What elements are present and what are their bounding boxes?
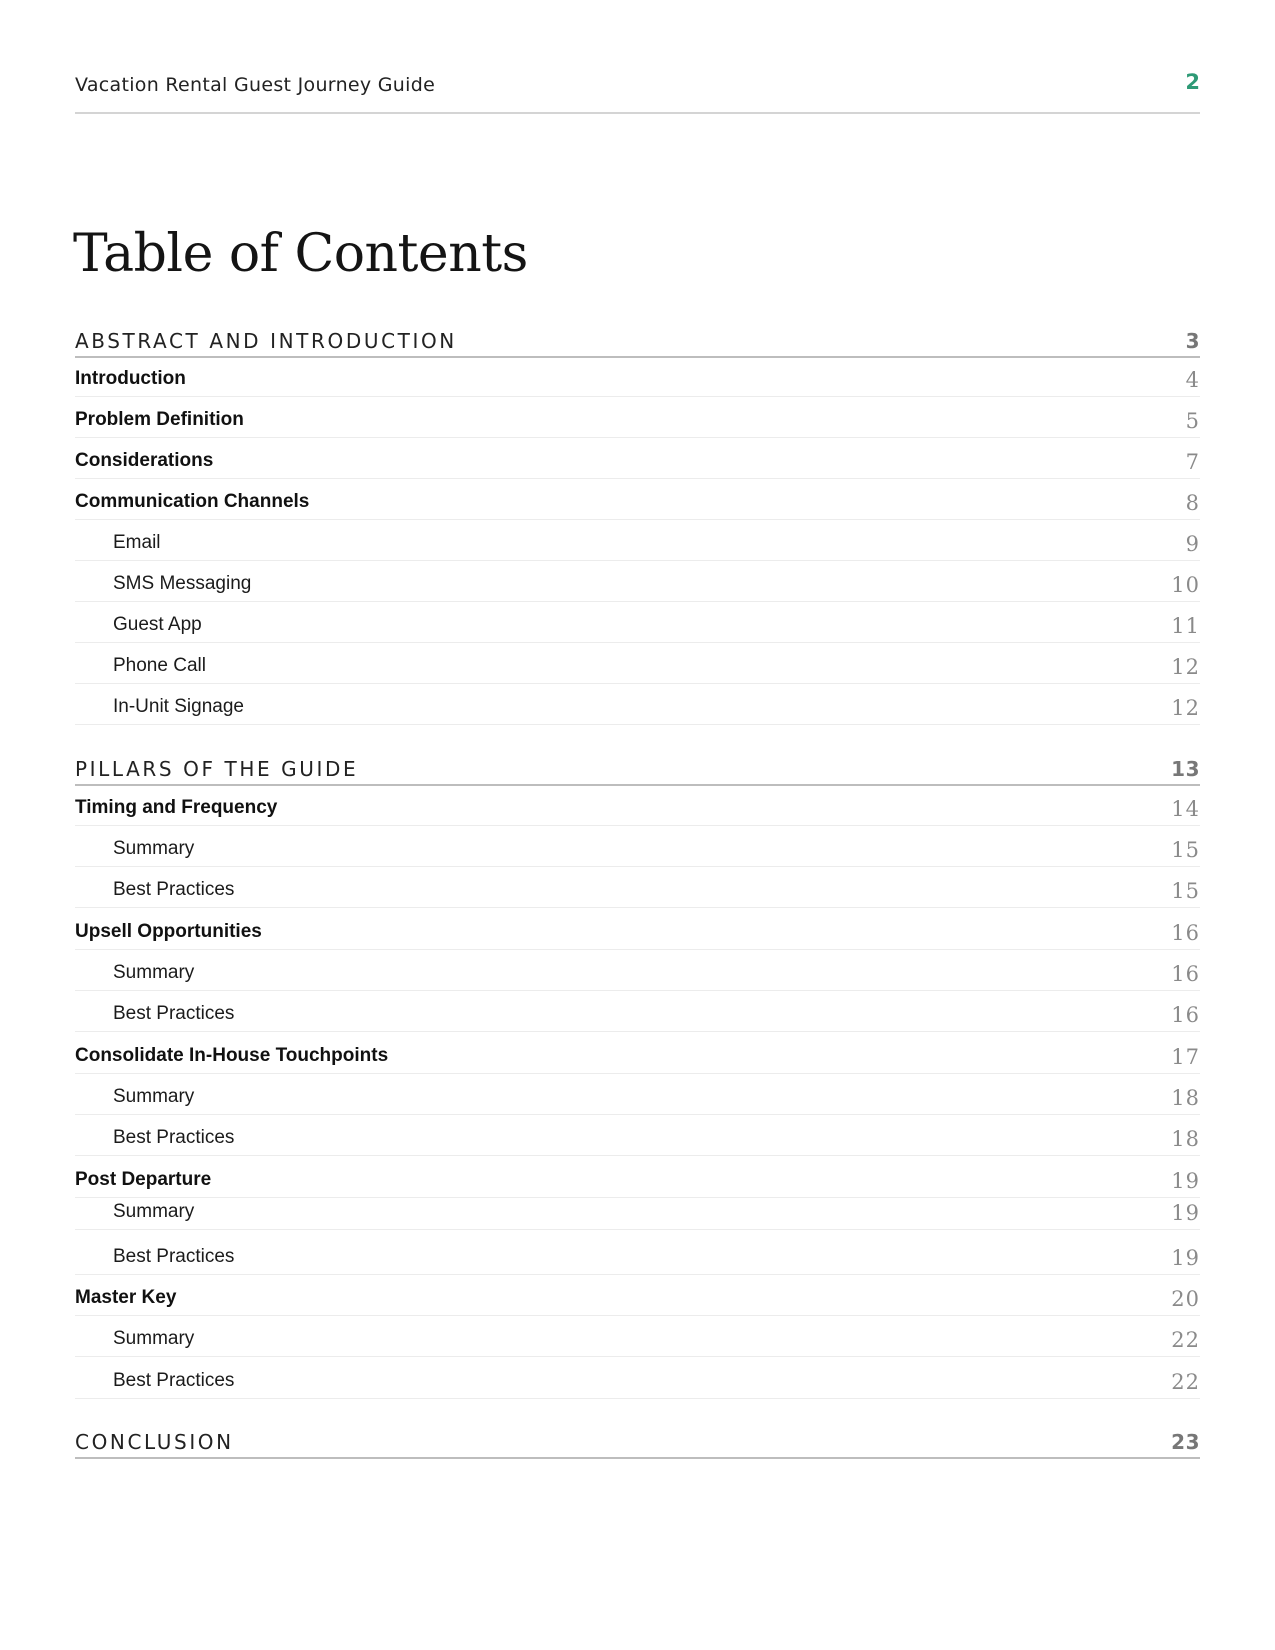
toc-page-number: 17 (1171, 1045, 1200, 1069)
toc-subentry-label: Best Practices (113, 879, 235, 900)
toc-subentry-row[interactable] (75, 684, 1200, 725)
toc-subentry-row[interactable] (75, 1074, 1200, 1115)
toc-page-number: 11 (1171, 614, 1200, 638)
toc-entry-label: Considerations (75, 450, 214, 471)
toc-page-number: 15 (1171, 879, 1200, 903)
toc-subentry-row[interactable] (75, 1115, 1200, 1156)
toc-entry-label: Timing and Frequency (75, 797, 278, 818)
toc-subentry-label: Summary (113, 838, 195, 859)
toc-entry-row[interactable] (75, 1157, 1200, 1198)
toc-subentry-row[interactable] (75, 561, 1200, 602)
toc-entry-row[interactable] (75, 356, 1200, 397)
toc-subentry-label: Summary (113, 962, 195, 983)
toc-subentry-row[interactable] (75, 826, 1200, 867)
toc-section-row[interactable] (75, 316, 1200, 358)
toc-section-row[interactable] (75, 1417, 1200, 1459)
toc-subentry-label: Summary (113, 1086, 195, 1107)
toc-subentry-label: SMS Messaging (113, 573, 252, 594)
toc-subentry-row[interactable] (75, 1358, 1200, 1399)
toc-page-number: 4 (1185, 368, 1200, 392)
toc-section-label: CONCLUSION (75, 1430, 234, 1454)
toc-subentry-row[interactable] (75, 991, 1200, 1032)
toc-page-number: 3 (1185, 329, 1200, 353)
toc-section-row[interactable] (75, 744, 1200, 786)
toc-entry-row[interactable] (75, 479, 1200, 520)
toc-page-number: 22 (1171, 1370, 1200, 1394)
toc-entry-row[interactable] (75, 1275, 1200, 1316)
toc-page-number: 13 (1171, 757, 1200, 781)
toc-entry-row[interactable] (75, 397, 1200, 438)
toc-entry-row[interactable] (75, 909, 1200, 950)
toc-heading: Table of Contents (73, 224, 528, 284)
toc-entry-row[interactable] (75, 785, 1200, 826)
toc-subentry-label: Phone Call (113, 655, 206, 676)
toc-page-number: 18 (1171, 1127, 1200, 1151)
toc-page-number: 19 (1171, 1246, 1200, 1270)
toc-page-number: 16 (1171, 921, 1200, 945)
toc-entry-label: Master Key (75, 1287, 177, 1308)
toc-subentry-row[interactable] (75, 950, 1200, 991)
toc-entry-row[interactable] (75, 438, 1200, 479)
toc-subentry-label: Summary (113, 1201, 195, 1222)
toc-page-number: 14 (1171, 797, 1200, 821)
toc-subentry-row[interactable] (75, 1234, 1200, 1275)
toc-page-number: 16 (1171, 1003, 1200, 1027)
toc-subentry-row[interactable] (75, 643, 1200, 684)
toc-subentry-label: Best Practices (113, 1003, 235, 1024)
toc-page-number: 16 (1171, 962, 1200, 986)
toc-subentry-label: Best Practices (113, 1246, 235, 1267)
toc-subentry-label: Guest App (113, 614, 202, 635)
toc-subentry-row[interactable] (75, 867, 1200, 908)
toc-page-number: 19 (1171, 1169, 1200, 1193)
page-number: 2 (1185, 70, 1200, 94)
toc-subentry-row[interactable] (75, 1193, 1200, 1230)
toc-page-number: 15 (1171, 838, 1200, 862)
toc-page-number: 7 (1185, 450, 1200, 474)
toc-page-number: 22 (1171, 1328, 1200, 1352)
toc-subentry-label: Best Practices (113, 1127, 235, 1148)
toc-entry-row[interactable] (75, 1033, 1200, 1074)
toc-subentry-row[interactable] (75, 602, 1200, 643)
toc-page-number: 19 (1171, 1201, 1200, 1225)
toc-entry-label: Introduction (75, 368, 186, 389)
toc-entry-label: Post Departure (75, 1169, 212, 1190)
toc-page-number: 5 (1185, 409, 1200, 433)
toc-entry-label: Communication Channels (75, 491, 310, 512)
toc-subentry-label: In-Unit Signage (113, 696, 244, 717)
toc-subentry-label: Best Practices (113, 1370, 235, 1391)
toc-page-number: 18 (1171, 1086, 1200, 1110)
toc-page-number: 8 (1185, 491, 1200, 515)
toc-subentry-row[interactable] (75, 1316, 1200, 1357)
toc-subentry-label: Email (113, 532, 161, 553)
toc-subentry-row[interactable] (75, 520, 1200, 561)
toc-section-label: ABSTRACT AND INTRODUCTION (75, 329, 457, 353)
toc-entry-label: Upsell Opportunities (75, 921, 262, 942)
toc-entry-label: Problem Definition (75, 409, 244, 430)
document-title: Vacation Rental Guest Journey Guide (75, 74, 436, 96)
toc-page-number: 23 (1171, 1430, 1200, 1454)
toc-page-number: 12 (1171, 696, 1200, 720)
toc-page-number: 20 (1171, 1287, 1200, 1311)
toc-page-number: 9 (1185, 532, 1200, 556)
toc-subentry-label: Summary (113, 1328, 195, 1349)
page-header (75, 70, 1200, 114)
toc-page-number: 10 (1171, 573, 1200, 597)
toc-section-label: PILLARS OF THE GUIDE (75, 757, 359, 781)
toc-page-number: 12 (1171, 655, 1200, 679)
toc-entry-label: Consolidate In-House Touchpoints (75, 1045, 389, 1066)
